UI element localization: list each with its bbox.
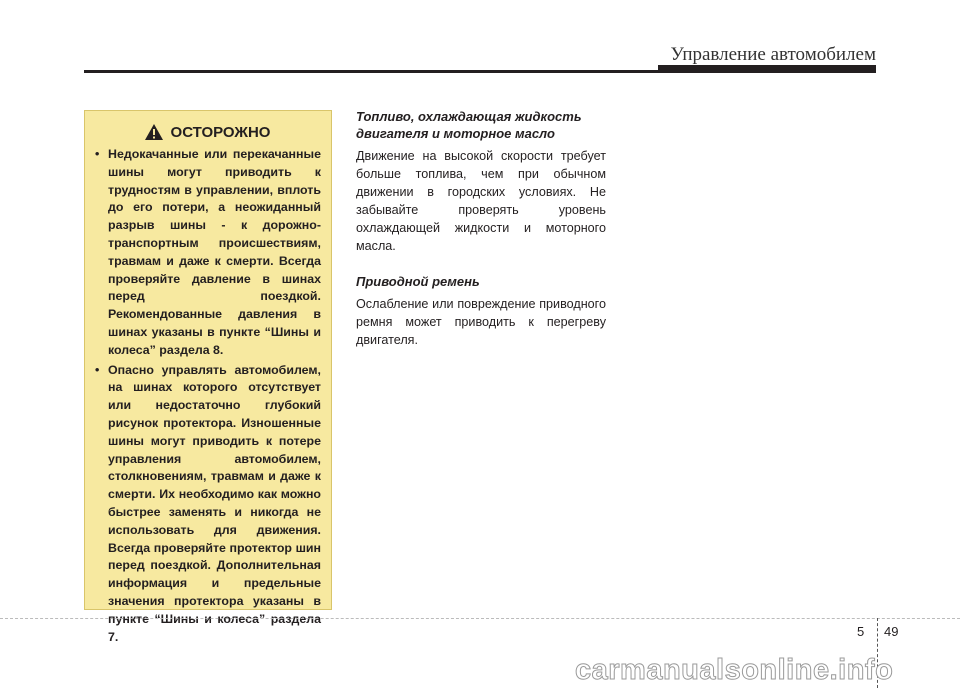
section-text-fuel: Движение на высокой скорости требует больше топлива, чем при обычном движении в городских условиях. Не забывайте проверять уровень охлаждающей жидкости и моторного масла.	[356, 149, 606, 253]
content-column	[356, 108, 606, 367]
chapter-number: 5	[857, 624, 865, 639]
warning-header	[93, 123, 321, 141]
page-header-title: Управление автомобилем	[670, 44, 876, 65]
warning-list	[93, 146, 321, 646]
warning-item-underinflated: • Недокачанные или перекачанные шины могут приводить к трудностям в управлении, вплоть до его потери, а неожиданный разрыв шины - к дорожно-транспортным происшествиям, травмам и даже к смерти. Всегда проверяйте давление в шинах перед поездкой. Рекомендованные давления в шинах указаны в пункте “Шины и колеса” раздела 8.	[93, 146, 321, 360]
page-number: 49	[884, 624, 899, 639]
section-title-belt: Приводной ремень	[356, 274, 480, 289]
warning-triangle-icon	[144, 123, 164, 141]
watermark: carmanualsonline.info	[575, 654, 894, 686]
warning-box	[84, 110, 332, 644]
footer-dashed-line	[0, 618, 960, 619]
warning-title: ОСТОРОЖНО	[170, 123, 271, 141]
header-rule-accent	[658, 65, 876, 72]
section-text-belt: Ослабление или повреждение приводного ремня может приводить к перегреву двигателя.	[356, 297, 606, 347]
section-title-fuel: Топливо, охлаждающая жидкость двигателя и моторное масло	[356, 109, 582, 141]
warning-item-tread: • Опасно управлять автомобилем, на шинах которого отсутствует или недостаточно глубокий рисунок протектора. Изношенные шины могут приводить к потере управления автомобилем, столкновениям, травмам и даже к смерти. Их необходимо как можно быстрее заменять и никогда не использовать для движения. Всегда проверяйте протектор шин перед поездкой. Дополнительная информация и предельные значения протектора указаны в пункте “Шины и колеса” раздела 7.	[93, 362, 321, 647]
